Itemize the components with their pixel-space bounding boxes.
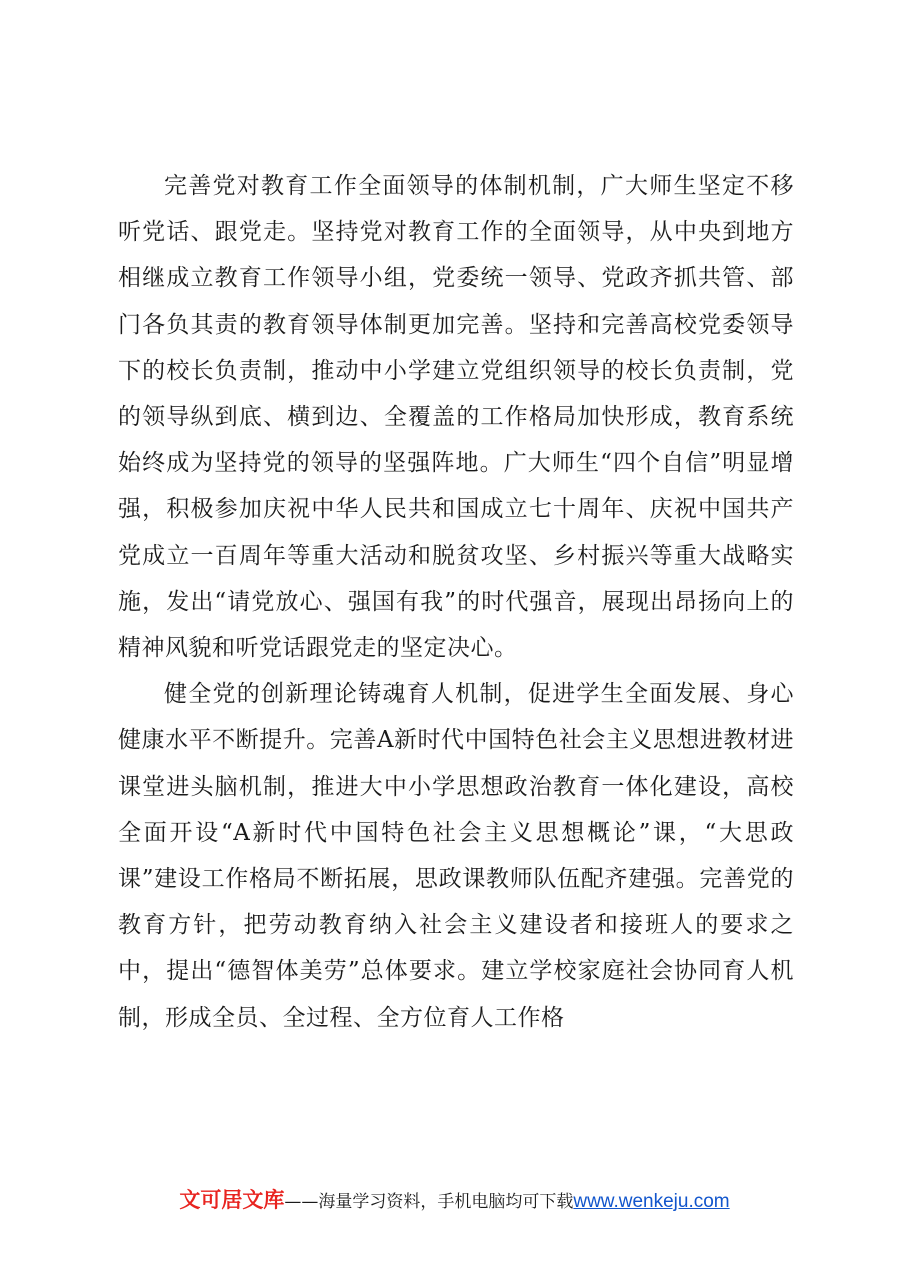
footer-slogan: 海量学习资料，手机电脑均可下载: [318, 1192, 574, 1212]
paragraph-1: 完善党对教育工作全面领导的体制机制，广大师生坚定不移听党话、跟党走。坚持党对教育工作的全面领导，从中央到地方相继成立教育工作领导小组，党委统一领导、党政齐抓共管、部门各负其责的教育领导体制更加完善。坚持和完善高校党委领导下的校长负责制，推动中小学建立党组织领导的校长负责制，党的领导纵到底、横到边、全覆盖的工作格局加快形成，教育系统始终成为坚持党的领导的坚强阵地。广大师生“四个自信”明显增强，积极参加庆祝中华人民共和国成立七十周年、庆祝中国共产党成立一百周年等重大活动和脱贫攻坚、乡村振兴等重大战略实施，发出“请党放心、强国有我”的时代强音，展现出昂扬向上的精神风貌和听党话跟党走的坚定决心。: [118, 173, 794, 662]
document-body: [118, 163, 794, 1041]
footer-brand: 文可居文库: [179, 1188, 285, 1212]
footer-banner: [0, 1184, 909, 1214]
footer-dash: ——: [284, 1192, 319, 1212]
footer-website-link[interactable]: www.wenkeju.com: [573, 1191, 730, 1212]
paragraph-2: 健全党的创新理论铸魂育人机制，促进学生全面发展、身心健康水平不断提升。完善A新时代中国特色社会主义思想进教材进课堂进头脑机制，推进大中小学思想政治教育一体化建设，高校全面开设“A新时代中国特色社会主义思想概论”课，“大思政课”建设工作格局不断拓展，思政课教师队伍配齐建强。完善党的教育方针，把劳动教育纳入社会主义建设者和接班人的要求之中，提出“德智体美劳”总体要求。建立学校家庭社会协同育人机制，形成全员、全过程、全方位育人工作格: [118, 681, 794, 1031]
